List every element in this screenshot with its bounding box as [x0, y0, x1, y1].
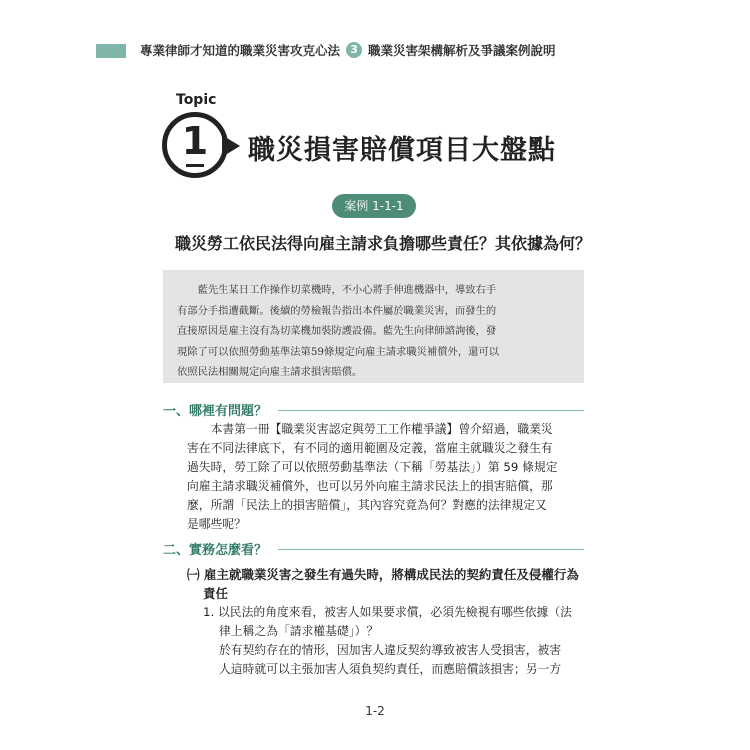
case-badge: 案例 1-1-1: [332, 194, 416, 218]
case-question: 職災勞工依民法得向雇主請求負擔哪些責任？其依據為何？: [175, 234, 592, 253]
subsection-heading-cont: 責任: [203, 586, 229, 601]
body-text-line: 人這時就可以主張加害人須負契約責任，而應賠償該損害；另一方: [219, 662, 562, 676]
topic-title: 職災損害賠償項目大盤點: [248, 135, 556, 166]
section-rule-1: [278, 410, 584, 411]
body-text-line: 害在不同法律底下，有不同的適用範圍及定義，當雇主就職災之發生有: [187, 441, 553, 455]
body-text-line: 本書第一冊【職業災害認定與勞工工作權爭議】曾介紹過，職業災: [187, 422, 553, 436]
header-volume-title: 職業災害架構解析及爭議案例說明: [368, 43, 556, 58]
topic-number-underline: [186, 164, 204, 167]
section-heading-2: 二、實務怎麼看？: [163, 543, 268, 558]
topic-number-circle: [162, 112, 228, 178]
header-color-bar: [96, 44, 126, 58]
volume-number-badge: 3: [346, 42, 362, 58]
body-text-line: 1. 以民法的角度來看，被害人如果要求償，必須先檢視有哪些依據（法: [203, 605, 572, 619]
section-rule-2: [278, 549, 584, 550]
body-text-line: 律上稱之為「請求權基礎」）？: [219, 624, 379, 638]
case-text-line: 直接原因是雇主沒有為切菜機加裝防護設備。藍先生向律師諮詢後，發: [177, 325, 497, 338]
section-heading-1: 一、哪裡有問題？: [163, 404, 268, 419]
body-text-line: 是哪些呢？: [187, 517, 246, 531]
case-text-line: 依照民法相關規定向雇主請求損害賠償。: [177, 366, 363, 379]
case-text-line: 藍先生某日工作操作切菜機時，不小心將手伸進機器中，導致右手: [177, 284, 497, 296]
case-description-box: [163, 270, 584, 383]
topic-number: 1: [181, 119, 209, 163]
case-text-line: 有部分手指遭截斷。後續的勞檢報告指出本件屬於職業災害，而發生的: [177, 304, 497, 317]
body-text-line: 麼，所謂「民法上的損害賠償」，其內容究竟為何？對應的法律規定又: [187, 498, 547, 512]
header-book-title: 專業律師才知道的職業災害攻克心法: [140, 43, 341, 58]
topic-label: Topic: [176, 92, 217, 108]
case-text-line: 現除了可以依照勞動基準法第59條規定向雇主請求職災補償外，還可以: [177, 345, 500, 358]
page-number: 1-2: [365, 704, 385, 718]
topic-arrow-icon: [222, 135, 240, 157]
body-text-line: 過失時，勞工除了可以依照勞動基準法（下稱「勞基法」）第 59 條規定: [187, 460, 558, 474]
body-text-line: 向雇主請求職災補償外，也可以另外向雇主請求民法上的損害賠償，那: [187, 479, 553, 493]
running-header: [140, 41, 556, 59]
body-text-line: 於有契約存在的情形，因加害人違反契約導致被害人受損害，被害: [219, 643, 562, 657]
subsection-heading: ㈠ 雇主就職業災害之發生有過失時，將構成民法的契約責任及侵權行為: [187, 567, 579, 582]
